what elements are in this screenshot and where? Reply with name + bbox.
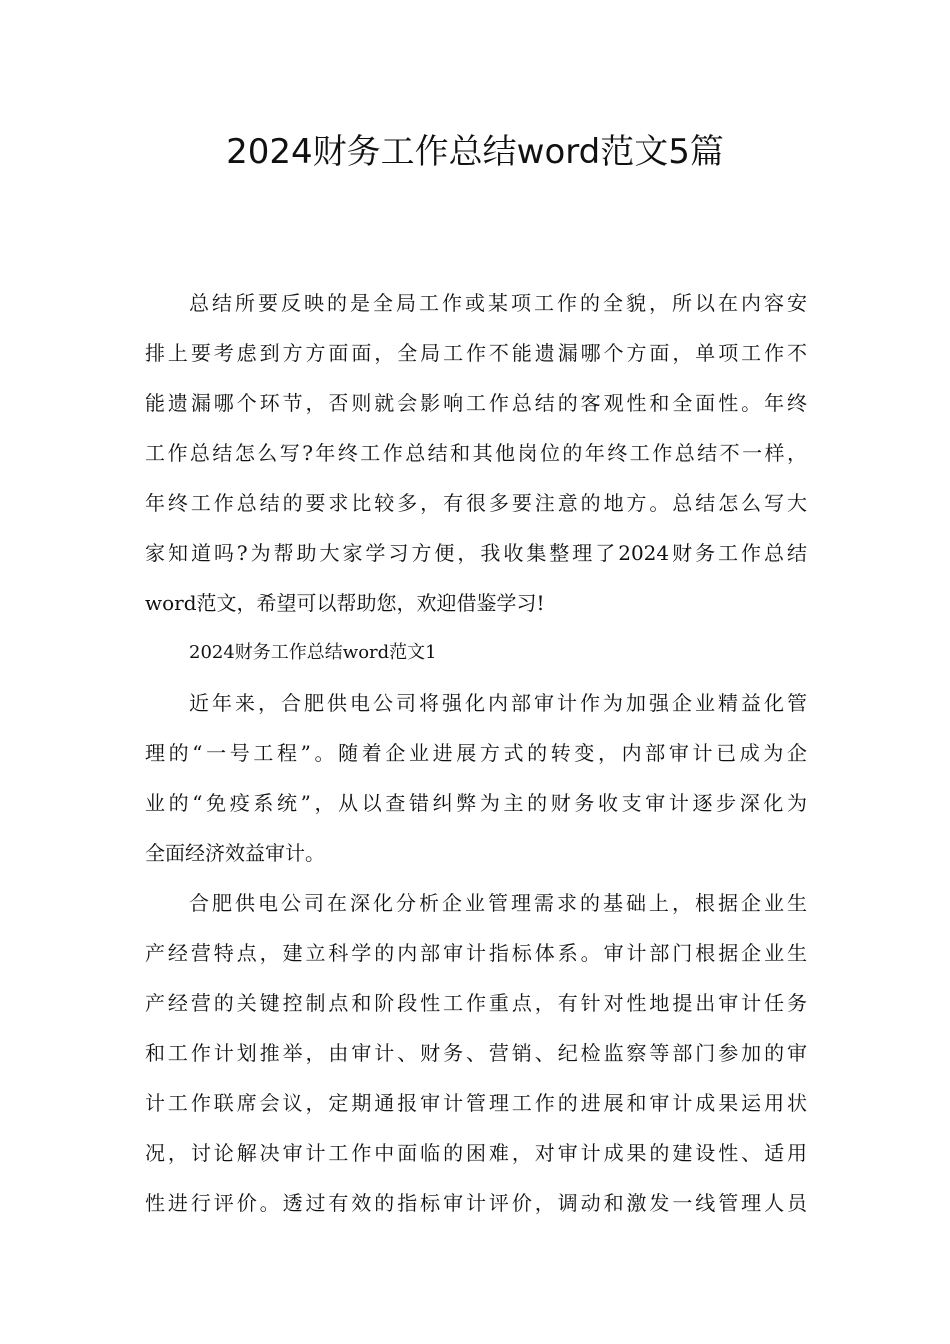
text-line: 性进行评价。透过有效的指标审计评价，调动和激发一线管理人员 (145, 1191, 807, 1215)
text-line: 产经营特点，建立科学的内部审计指标体系。审计部门根据企业生 (145, 941, 807, 965)
text-line: 排上要考虑到方方面面，全局工作不能遗漏哪个方面，单项工作不 (145, 341, 807, 365)
text-line: 年终工作总结的要求比较多，有很多要注意的地方。总结怎么写大 (145, 491, 807, 515)
text-line: 况，讨论解决审计工作中面临的困难，对审计成果的建设性、适用 (145, 1141, 807, 1165)
text-line: word范文，希望可以帮助您，欢迎借鉴学习! (145, 591, 545, 615)
text-line: 能遗漏哪个环节，否则就会影响工作总结的客观性和全面性。年终 (145, 391, 807, 415)
document-title: 2024财务工作总结word范文5篇 (226, 132, 724, 172)
text-line: 合肥供电公司在深化分析企业管理需求的基础上，根据企业生 (189, 891, 807, 915)
section-heading-text: 2024财务工作总结word范文1 (189, 642, 437, 663)
text-line: 全面经济效益审计。 (145, 841, 325, 865)
document-body (145, 278, 807, 1228)
text-line: 业的“免疫系统”，从以查错纠弊为主的财务收支审计逐步深化为 (145, 791, 807, 815)
body-paragraph (145, 878, 807, 1228)
text-line: 和工作计划推举，由审计、财务、营销、纪检监察等部门参加的审 (145, 1041, 807, 1065)
body-paragraph (145, 678, 807, 878)
text-line: 产经营的关键控制点和阶段性工作重点，有针对性地提出审计任务 (145, 991, 807, 1015)
text-line: 家知道吗?为帮助大家学习方便，我收集整理了2024财务工作总结 (145, 541, 807, 565)
text-line: 总结所要反映的是全局工作或某项工作的全貌，所以在内容安 (189, 291, 807, 315)
section-heading (145, 628, 807, 678)
intro-paragraph (145, 278, 807, 628)
text-line: 计工作联席会议，定期通报审计管理工作的进展和审计成果运用状 (145, 1091, 807, 1115)
text-line: 近年来，合肥供电公司将强化内部审计作为加强企业精益化管 (189, 691, 807, 715)
text-line: 理的“一号工程”。随着企业进展方式的转变，内部审计已成为企 (145, 741, 807, 765)
text-line: 工作总结怎么写?年终工作总结和其他岗位的年终工作总结不一样， (145, 441, 807, 465)
